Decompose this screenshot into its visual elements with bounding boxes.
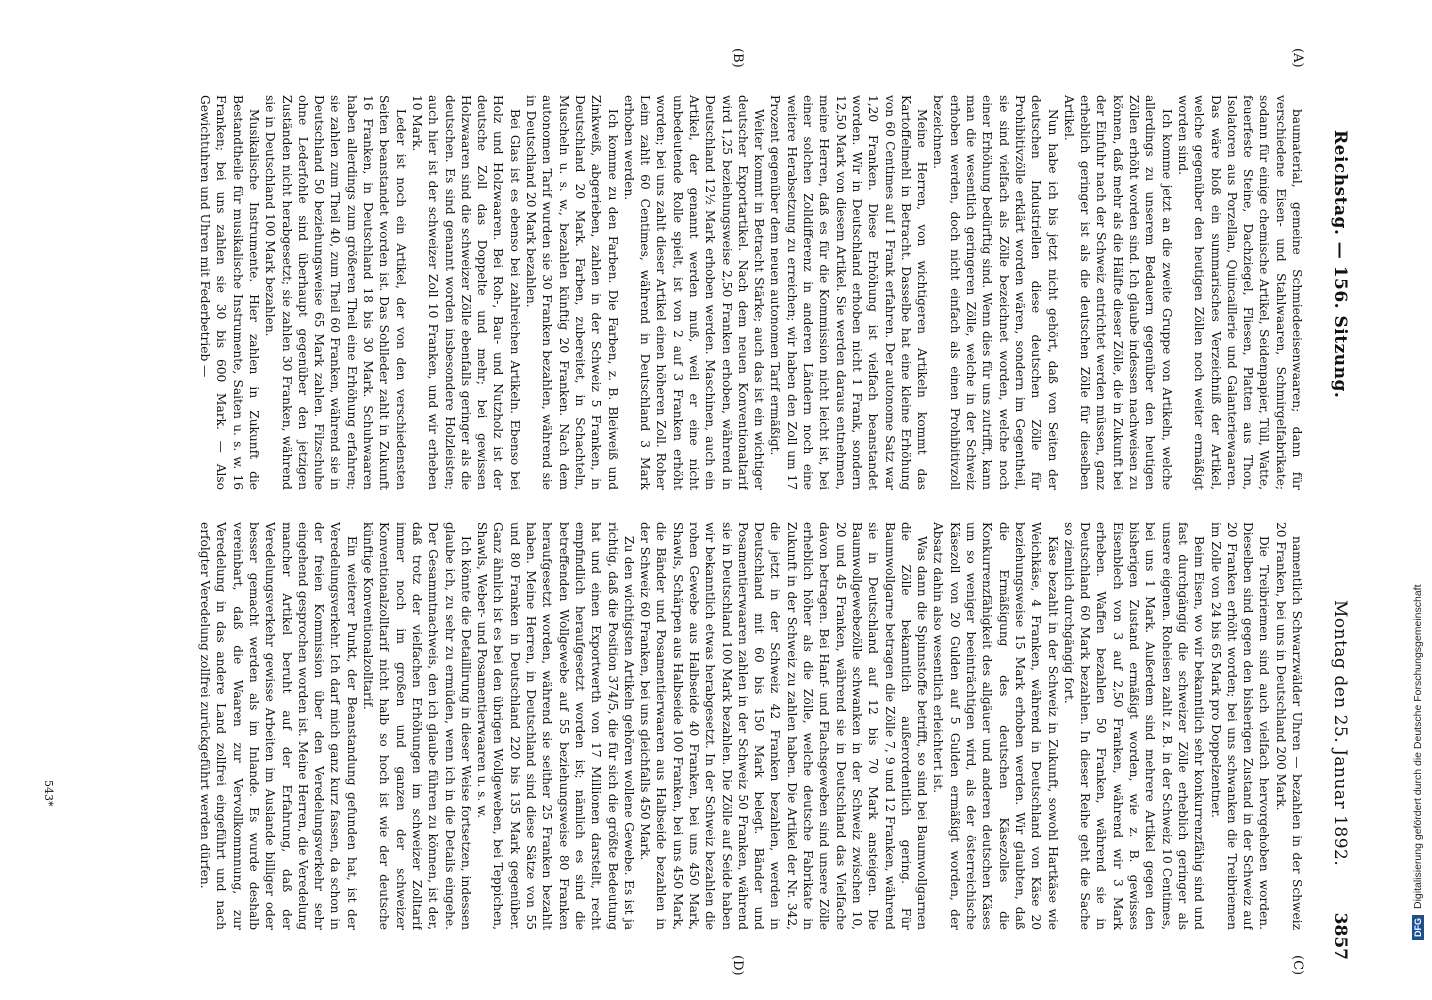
paragraph: Die Treibriemen sind auch vielfach hervorgehoben worden. Dieselben sind gegen den bisherigen Zustand in der Schweiz auf 20 Franken erhöht worden; bei uns schwanken die Treibriemen im Zolle von 24 bis 65 Mark pro Doppelzentner.: [1208, 522, 1272, 930]
paragraph: Was dann die Spinnstoffe betrifft, so sind bei Baumwollgarnen die Zölle bekanntlich außerordentlich gering. Für Baumwollgarne betragen die Zölle 7, 9 und 12 Franken, während sie in Deutschland auf 12 bis 70 Mark ansteigen. Die Baumwollgewebezölle schwanken in der Schweiz zwischen 10, 20 und 45 Franken, während sie in Deutschland das Vielfache davon betragen. Bei Hanf- und Flachsgeweben sind unsere Zölle erheblich höher als die Zölle, welche deutsche Fabrikate in Zukunft in der Schweiz zu zahlen haben. Die Artikel der Nr. 342, die jetzt in der Schweiz 42 Franken bezahlen, werden in Deutschland mit 60 bis 150 Mark belegt. Bänder und Posamentierwaaren zahlen in der Schweiz 50 Franken, während sie in Deutschland 100 Mark bezahlen. Die Zölle auf Seide haben wir bekanntlich etwas herabgesetzt. In der Schweiz bezahlen die rohen Gewebe aus Halbseide 40 Franken, bei uns 450 Mark, Shawls, Schärpen aus Halbseide 100 Franken, bei uns 450 Mark, die Bänder und Posamentierwaaren aus Halbseide bezahlen in der Schweiz 60 Franken, bei uns gleichfalls 450 Mark.: [638, 522, 930, 930]
header-date: Montag den 25. Januar 1892.: [1330, 600, 1350, 867]
paragraph: Ein weiterer Punkt, der Beanstandung gefunden hat, ist der Veredelungsverkehr. Ich darf mich ganz kurz fassen, da schon in der freien Kommission über den Veredelungsverkehr sehr eingehend gesprochen worden ist. Meine Herren, die Veredelung mancher Artikel beruht auf der Erfahrung, daß der Veredelungsverkehr gewisse Arbeiten im Auslande billiger oder besser gemacht werden als im Inlande. Es wurde deshalb vereinbart, daß die Waaren zur Vervollkommnung, zur Veredelung in das andere Land zollfrei eingeführt und nach erfolgter Veredelung zollfrei zurückgeführt werden dürfen.: [198, 522, 359, 930]
signature-code: 543*: [42, 780, 55, 807]
margin-mark-b: (B): [730, 48, 745, 68]
paragraph: Musikalische Instrumente. Hier zahlen in Zukunft die Bestandtheile für musikalische Instrumente, Saiten u. s. w. 16 Franken; bei uns zahlen sie 30 bis 600 Mark. — Also Gewichtuhren und Uhren mit Federbetrieb —: [198, 95, 261, 490]
paragraph: namentlich Schwarzwälder Uhren — bezahlen in der Schweiz 20 Franken, bei uns in Deutschland 200 Mark.: [1273, 522, 1304, 930]
credit-text: Digitalisierung gefördert durch die Deutsche Forschungsgemeinschaft: [1412, 584, 1424, 909]
paragraph: Ich komme zu den Farben. Die Farben, z. B. Bleiweiß und Zinkweiß, abgerieben, zahlen in der Schweiz 5 Franken, in Deutschland 20 Mark. Farben, zubereitet, in Schachteln, Muscheln u. s. w., bezahlen künftig 20 Franken. Nach dem autonomen Tarif wurden sie 30 Franken bezahlen, während sie in Deutschland 20 Mark bezahlen.: [524, 95, 620, 490]
margin-mark-a: (A): [1290, 48, 1305, 68]
paragraph: Weiter kommt in Betracht Stärke; auch das ist ein wichtiger deutscher Exportartikel. Nach dem neuen Konventionaltarif wird 1,25 beziehungsweise 2,50 Franken erhoben, während in Deutschland 12½ Mark erhoben werden. Maschinen, auch ein Artikel, der genannt werden muß, weil er eine nicht unbedeutende Rolle spielt, ist von 2 auf 3 Franken erhöht worden; bei uns zahlt dieser Artikel einen höheren Zoll. Roher Leim zahlt 60 Centimes, während in Deutschland 3 Mark erhoben werden.: [621, 95, 767, 490]
paragraph: Zu den wichtigsten Artikeln gehören wollene Gewebe. Es ist ja richtig, daß die Position 374/5, die für sich die größte Bedeutung hat und einen Exportwerth von 17 Millionen darstellt, recht empfindlich heraufgesetzt worden ist; nämlich es sind die betreffenden Wollgewebe auf 55 beziehungsweise 80 Franken heraufgesetzt worden, während sie seither 25 Franken bezahlt haben. Meine Herren, in Deutschland sind diese Sätze von 55 und 80 Franken in Deutschland 220 bis 135 Mark gegenüber. Ganz ähnlich ist es bei den übrigen Wollgeweben, bei Teppichen, Shawls, Weber- und Posamentierwaaren u. s. w.: [475, 522, 636, 930]
right-column: [50, 522, 1305, 930]
paragraph: Bei Glas ist es ebenso bei zahlreichen Artikeln. Ebenso bei Holz und Holzwaaren. Bei Roh-, Bau- und Nutzholz ist der deutsche Zoll das Doppelte und mehr; bei gewissen Holzwaaren sind die schweizer Zölle ebenfalls geringer als die deutschen. Es sind genannt worden insbesondere Holzleisten; auch hier ist der schweizer Zoll 10 Franken, und wir erheben 10 Mark.: [409, 95, 522, 490]
paragraph: Nun habe ich bis jetzt nicht gehört, daß von Seiten der deutschen Industriellen diese deutschen Zölle für Prohibitivzölle erklärt worden wären, sondern im Gegentheil, sie sind vielfach als Zölle bezeichnet worden, welche noch einer Erhöhung bedürftig sind. Wenn dies für uns zutrifft, kann man die wesentlich geringeren Zölle, welche in der Schweiz erhoben werden, doch nicht einfach als einen Prohibitivzoll bezeichnen.: [931, 95, 1060, 490]
margin-mark-c: (C): [1290, 955, 1305, 976]
page-header: [1320, 40, 1360, 970]
paragraph: baumaterial, gemeine Schmiedeeisenwaaren; dann für verschiedene Eisen- und Stahlwaaren, Schmirgelfabrikate; sodann für einige chemische Artikel, Seidenpapier, Tüll, Watte, feuerfeste Steine, Dachziegel, Fliesen, Platten aus Thon, Isolatoren aus Porzellan, Quincaillerie und Galanteriewaaren. Das wäre bloß ein summarisches Verzeichniß der Artikel, welche gegenüber den heutigen Zöllen noch weiter ermäßigt worden sind.: [1175, 95, 1304, 490]
margin-mark-d: (D): [730, 955, 745, 976]
paragraph: Beim Eisen, wo wir bekanntlich sehr konkurrenzfähig sind und fast durchgängig die schweizer Zölle erheblich geringer als unsere eigenen. Roheisen zahlt z. B. in der Schweiz 10 Centimes, bei uns 1 Mark. Außerdem sind mehrere Artikel gegen den bisherigen Zustand ermäßigt worden, wie z. B. gewisses Eisenblech von 3 auf 2,50 Franken, während wir 3 Mark erheben. Waffen bezahlen 50 Franken, während sie in Deutschland 60 Mark bezahlen. In dieser Reihe geht die Sache so ziemlich durchgängig fort.: [1061, 522, 1207, 930]
paragraph: Ich komme jetzt an die zweite Gruppe von Artikeln, welche allerdings zu unserem Bedauern gegenüber den heutigen Zöllen erhöht worden sind. Ich glaube indessen nachweisen zu können, daß mehr als die Hälfte dieser Zölle, die in Zukunft bei der Einfuhr nach der Schweiz entrichtet werden müssen, ganz erheblich geringer ist als die deutschen Zölle für dieselben Artikel.: [1061, 95, 1174, 490]
paragraph: Leder ist noch ein Artikel, der von den verschiedensten Seiten beanstandet worden ist. Das Sohlleder zahlt in Zukunft 16 Franken, in Deutschland 18 bis 30 Mark. Schuhwaaren haben allerdings zum größeren Theil eine Erhöhung erfahren; sie zahlen zum Theil 40, zum Theil 60 Franken, während sie in Deutschland 50 beziehungsweise 65 Mark zahlen. Filzschuhe ohne Lederfohle sind überhaupt gegenüber den jetzigen Zuständen nicht herabgesetzt; sie zahlen 30 Franken, während sie in Deutschland 100 Mark bezahlen.: [263, 95, 408, 490]
dfg-logo-icon: DFG: [1412, 915, 1424, 940]
digitization-credit: [1406, 0, 1430, 1000]
paragraph: Ich könnte die Detaillirung in dieser Weise fortsetzen, indessen glaube ich, zu sehr zu ermüden, wenn ich in die Details eingehe. Der Gesammtnachweis, den ich glaube führen zu können, ist der, daß trotz der vielfachen Erhöhungen im schweizer Zolltarif immer noch im großen und ganzen der schweizer Konventionalzolltarif nicht halb so hoch ist wie der deutsche künftige Konventionalzolltarif.: [361, 522, 473, 930]
page-number: 3857: [1330, 912, 1350, 960]
paragraph: Meine Herren, von wichtigeren Artikeln kommt das Kartoffelmehl in Betracht. Dasselbe hat eine kleine Erhöhung von 60 Centimes auf 1 Frank erfahren. Der autonome Satz war 1,20 Franken. Diese Erhöhung ist vielfach beanstandet worden. Wir in Deutschland erhoben nicht 1 Frank, sondern 12,50 Mark von diesem Artikel. Sie werden daraus entnehmen, meine Herren, daß es für die Kommission nicht leicht ist, bei einer solchen Zolldifferenz in anderen Ländern noch eine weitere Herabsetzung zu erreichen; wir haben den Zoll um 17 Prozent gegenüber dem neuen autonomen Tarif ermäßigt.: [768, 95, 930, 490]
left-column: [50, 95, 1305, 490]
header-session: Reichstag. — 156. Sitzung.: [1330, 130, 1350, 399]
paragraph: Käse bezahlt in der Schweiz in Zukunft, sowohl Hartkäse wie Weichkäse, 4 Franken, während in Deutschland von Käse 20 beziehungsweise 15 Mark erhoben werden. Wir glaubten, daß die Ermäßigung des deutschen Käsezolles die Konkurrenzfähigkeit des allgäuer und anderen deutschen Käses um so weniger beeinträchtigen wird, als der österreichische Käsezoll von 20 Gulden auf 5 Gulden ermäßigt worden, der Absatz dahin also wesentlich erleichtert ist.: [931, 522, 1060, 930]
